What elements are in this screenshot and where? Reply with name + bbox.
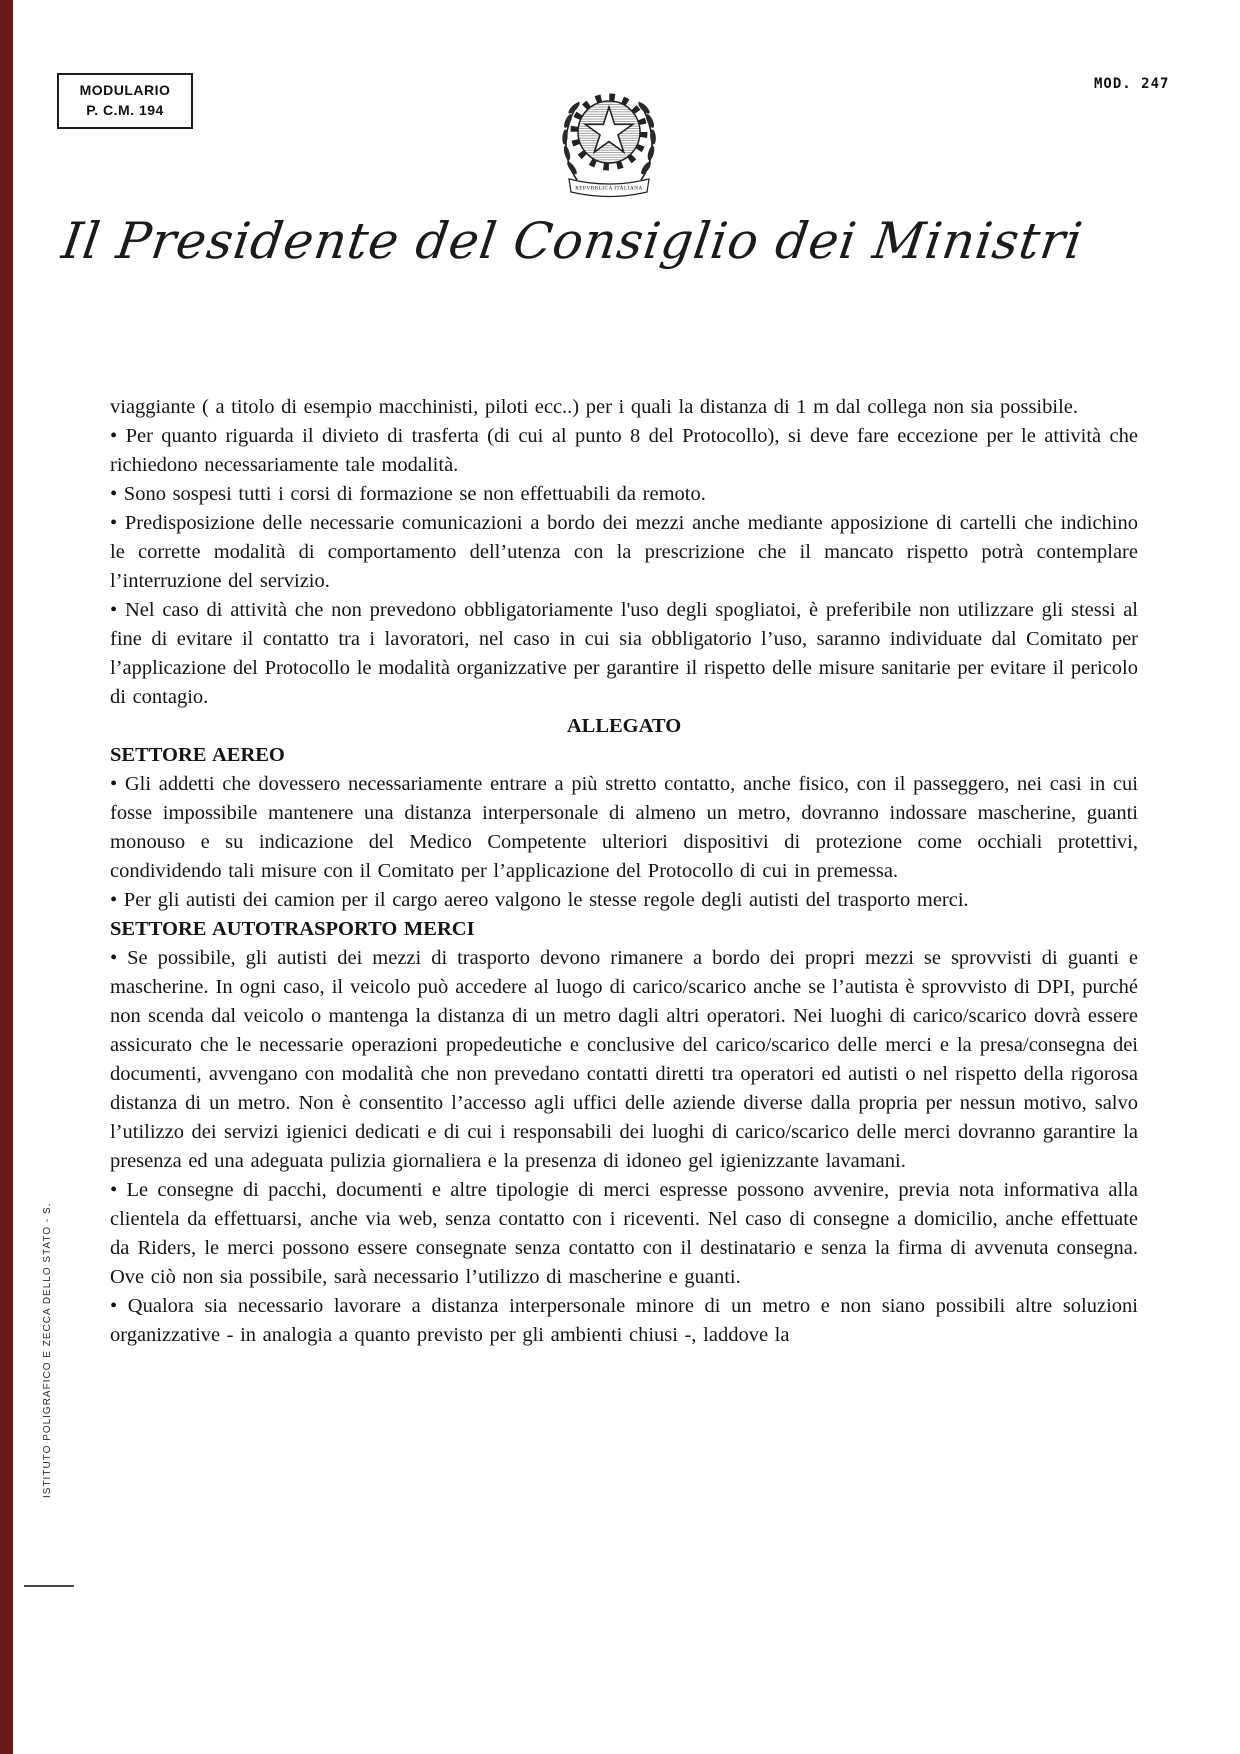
italian-republic-emblem-icon (549, 82, 669, 198)
paragraph-autotrasporto-1: • Se possibile, gli autisti dei mezzi di trasporto devono rimanere a bordo dei propri mezzi se sprovvisti di guanti e mascherine. In ogni caso, il veicolo può accedere al luogo di carico/scarico anche se l’autista è sprovvisto di DPI, purché non scenda dal veicolo o mantenga la distanza di un metro dagli altri operatori. Nei luoghi di carico/scarico dovrà essere assicurato che le necessarie operazioni propedeutiche e conclusive del carico/scarico delle merci e la presa/consegna dei documenti, avvengano con modalità che non prevedano contatti diretti tra operatori ed autisti o nel rispetto della rigorosa distanza di un metro. Non è consentito l’accesso agli uffici delle aziende diverse dalla propria per nessun motivo, salvo l’utilizzo dei servizi igienici dedicati e di cui i responsabili dei luoghi di carico/scarico delle merci dovranno garantire la presenza ed una adeguata pulizia giornaliera e la presenza di idoneo gel igienizzante lavamani. (110, 947, 1138, 1172)
side-rule-mark (24, 1585, 74, 1587)
paragraph-autotrasporto-2: • Le consegne di pacchi, documenti e altre tipologie di merci espresse possono avvenire, previa nota informativa alla clientela da effettuarsi, anche via web, senza contatto con i riceventi. Nel caso di consegne a domicilio, anche effettuate da Riders, le merci possono essere consegnate senza contatto con il destinatario e senza la firma di avvenuta consegna. Ove ciò non sia possibile, sarà necessario l’utilizzo di mascherine e guanti. (110, 1179, 1138, 1288)
mod-number-label: MOD. 247 (1094, 76, 1170, 92)
document-body (110, 393, 1138, 1350)
section-title-settore-aereo: SETTORE AEREO (110, 744, 285, 766)
paragraph-intro-1: viaggiante ( a titolo di esempio macchinisti, piloti ecc..) per i quali la distanza di 1 m dal collega non sia possibile. (110, 396, 1078, 418)
modulario-stamp-box (57, 73, 193, 129)
paragraph-intro-2: • Per quanto riguarda il divieto di trasferta (di cui al punto 8 del Protocollo), si deve fare eccezione per le attività che richiedono necessariamente tale modalità. (110, 425, 1138, 476)
paragraph-intro-5: • Nel caso di attività che non prevedono obbligatoriamente l'uso degli spogliatoi, è preferibile non utilizzare gli stessi al fine di evitare il contatto tra i lavoratori, nel caso in cui sia obbligatorio l’uso, saranno individuate dal Comitato per l’applicazione del Protocollo le modalità organizzative per garantire il rispetto delle misure sanitarie per evitare il pericolo di contagio. (110, 599, 1138, 708)
paragraph-intro-3: • Sono sospesi tutti i corsi di formazione se non effettuabili da remoto. (110, 483, 706, 505)
allegato-heading: ALLEGATO (566, 715, 682, 737)
section-title-settore-autotrasporto-merci: SETTORE AUTOTRASPORTO MERCI (110, 918, 475, 940)
emblem-banner-text: REPVBBLICA ITALIANA (575, 185, 643, 192)
letterhead-script-title: Il Presidente del Consiglio dei Ministri (58, 212, 1087, 270)
paragraph-autotrasporto-3: • Qualora sia necessario lavorare a distanza interpersonale minore di un metro e non siano possibili altre soluzioni organizzative - in analogia a quanto previsto per gli ambienti chiusi -, laddove la (110, 1295, 1138, 1346)
paragraph-aereo-1: • Gli addetti che dovessero necessariamente entrare a più stretto contatto, anche fisico, con il passeggero, nei casi in cui fosse impossibile mantenere una distanza interpersonale di almeno un metro, dovranno indossare mascherine, guanti monouso e su indicazione del Medico Competente ulteriori dispositivi di protezione come occhiali protettivi, condividendo tali misure con il Comitato per l’applicazione del Protocollo di cui in premessa. (110, 773, 1138, 882)
paragraph-intro-4: • Predisposizione delle necessarie comunicazioni a bordo dei mezzi anche mediante apposizione di cartelli che indichino le corrette modalità di comportamento dell’utenza con la prescrizione che il mancato rispetto potrà contemplare l’interruzione del servizio. (110, 512, 1138, 592)
modulario-line1: MODULARIO (79, 82, 171, 98)
paragraph-aereo-2: • Per gli autisti dei camion per il cargo aereo valgono le stesse regole degli autisti del trasporto merci. (110, 889, 969, 911)
modulario-line2: P. C.M. 194 (86, 102, 164, 119)
left-edge-strip (0, 0, 13, 1754)
printer-imprint-vertical-text: ISTITUTO POLIGRAFICO E ZECCA DELLO STATO - S. (42, 1202, 53, 1498)
